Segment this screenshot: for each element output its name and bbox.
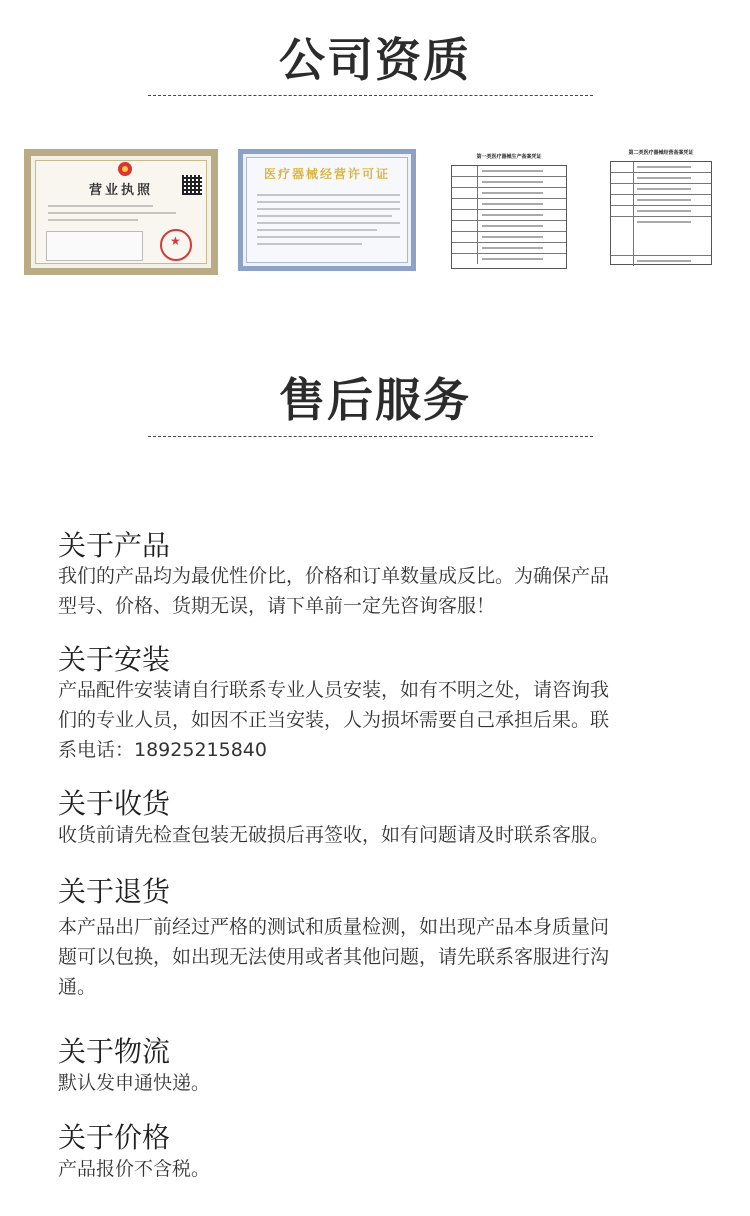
section-heading-price: 关于价格 xyxy=(58,1121,171,1154)
section-heading-logistics: 关于物流 xyxy=(58,1035,171,1068)
section-text-price: 产品报价不含税。 xyxy=(58,1158,211,1180)
record-certificate-2-image xyxy=(604,145,718,295)
section-heading-receiving: 关于收货 xyxy=(58,787,171,820)
section-heading-returns: 关于退货 xyxy=(58,875,171,908)
license-notice-box xyxy=(46,231,143,261)
record-certificate-1-title: 第一类医疗器械生产备案凭证 xyxy=(476,154,542,160)
section-heading-product: 关于产品 xyxy=(58,529,171,562)
official-seal-icon xyxy=(160,229,192,261)
section-text-logistics: 默认发申通快递。 xyxy=(58,1072,211,1094)
qualification-title: 公司资质 xyxy=(279,33,471,87)
medical-permit-title: 医疗器械经营许可证 xyxy=(263,167,390,181)
national-emblem-icon xyxy=(116,161,134,177)
section-text-installation: 产品配件安装请自行联系专业人员安装，如有不明之处，请咨询我 们的专业人员，如因不正当安装，人为损坏需要自己承担后果。联 系电话：18925215840 xyxy=(58,679,610,761)
qualification-divider xyxy=(148,95,593,96)
record-certificate-1-image xyxy=(445,149,573,287)
section-text-returns: 本产品出厂前经过严格的测试和质量检测，如出现产品本身质量问 题可以包换，如出现无法使用或者其他问题，请先联系客服进行沟 通。 xyxy=(58,916,610,998)
section-text-product: 我们的产品均为最优性价比，价格和订单数量成反比。为确保产品 型号、价格、货期无误，请下单前一定先咨询客服！ xyxy=(58,565,610,617)
after-sales-title: 售后服务 xyxy=(279,373,471,427)
section-text-receiving: 收货前请先检查包装无破损后再签收，如有问题请及时联系客服。 xyxy=(58,824,610,846)
record-certificate-2-title: 第二类医疗器械经营备案凭证 xyxy=(628,150,694,156)
record-certificate-2-table xyxy=(610,161,712,265)
business-license-image xyxy=(24,149,218,275)
after-sales-divider xyxy=(148,436,593,437)
business-license-title: 营业执照 xyxy=(88,183,153,198)
record-certificate-1-table xyxy=(451,165,567,269)
section-heading-installation: 关于安装 xyxy=(58,643,171,676)
medical-permit-image xyxy=(238,149,416,271)
